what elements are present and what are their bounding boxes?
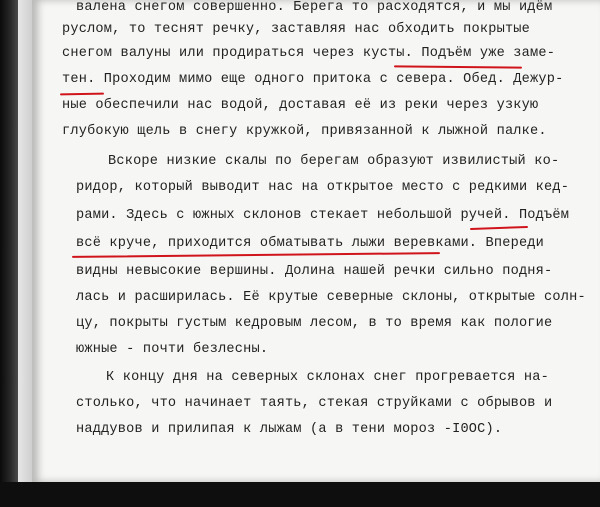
text-line: наддувов и прилипая к лыжам (а в тени мороз -I0ОС).	[76, 422, 503, 437]
text-line: К концу дня на северных склонах снег прогревается на-	[106, 370, 549, 385]
text-line: южные - почти безлесны.	[76, 342, 269, 357]
text-line: глубокую щель в снегу кружкой, привязанной к лыжной палке.	[62, 124, 547, 139]
text-line: снегом валуны или продираться через кусты. Подъём уже заме-	[62, 46, 556, 61]
text-line: тен. Проходим мимо еще одного притока с севера. Обед. Дежур-	[62, 72, 564, 87]
text-line: столько, что начинает таять, стекая струйками с обрывов и	[76, 396, 553, 411]
text-line: всё круче, приходится обматывать лыжи веревками. Впереди	[76, 236, 545, 251]
text-line: ридор, который выводит нас на открытое место с редкими кед-	[76, 180, 570, 195]
text-line: видны невысокие вершины. Долина нашей речки сильно подня-	[76, 264, 553, 279]
scan-border	[0, 482, 600, 507]
text-line: рами. Здесь с южных склонов стекает небольшой ручей. Подъём	[76, 208, 570, 223]
text-line: Вскоре низкие скалы по берегам образуют извилистый ко-	[108, 154, 560, 169]
binding-shadow	[0, 0, 18, 507]
text-line: ные обеспечили нас водой, доставая её из реки через узкую	[62, 98, 539, 113]
text-line: цу, покрыты густым кедровым лесом, в то время как пологие	[76, 316, 553, 331]
page-edge	[18, 0, 32, 507]
text-line: лась и расширилась. Её крутые северные склоны, открытые солн-	[76, 290, 586, 305]
text-line: руслом, то теснят речку, заставляя нас обходить покрытые	[62, 22, 531, 37]
text-line: валена снегом совершенно. Берега то расходятся, и мы идём	[76, 0, 553, 15]
